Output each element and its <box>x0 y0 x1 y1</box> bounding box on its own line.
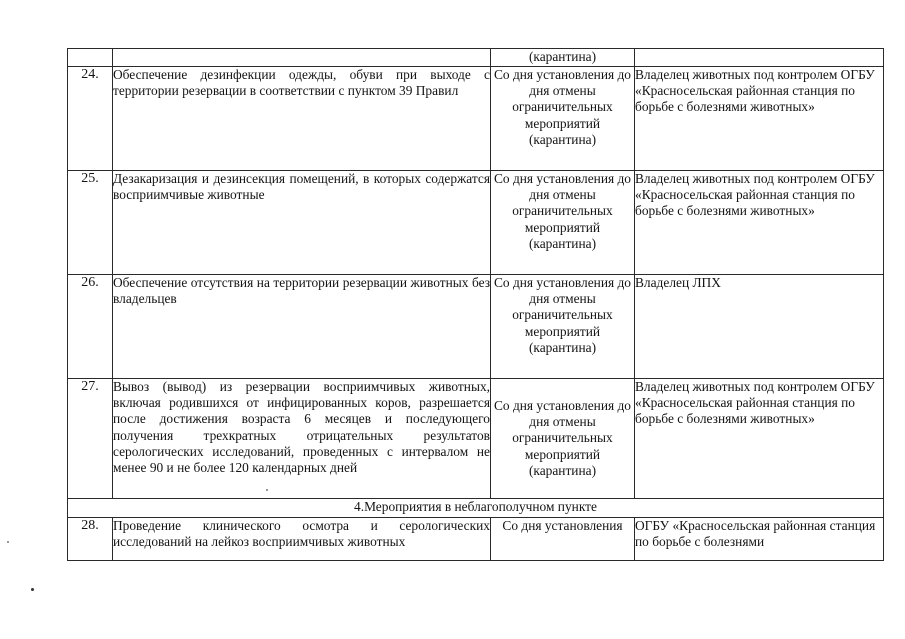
row-number-cell: 28. <box>68 518 113 561</box>
term-cell: Со дня установления до дня отмены ограничительных мероприятий (карантина) <box>491 67 635 171</box>
term-cell: (карантина) <box>491 49 635 67</box>
responsible-cell: Владелец ЛПХ <box>635 275 884 379</box>
scan-speck <box>31 588 34 591</box>
term-cell: Со дня установления до дня отмены ограничительных мероприятий (карантина) <box>491 171 635 275</box>
row-number-cell: 26. <box>68 275 113 379</box>
responsible-cell: Владелец животных под контролем ОГБУ «Красносельская районная станция по борьбе с болезнями животных» <box>635 379 884 499</box>
responsible-cell: ОГБУ «Красносельская районная станция по борьбе с болезнями <box>635 518 884 561</box>
section-row <box>68 499 884 518</box>
table-row <box>68 49 884 67</box>
section-heading: 4.Мероприятия в неблагополучном пункте <box>68 499 884 518</box>
table-row <box>68 379 884 499</box>
term-cell: Со дня установления до дня отмены ограничительных мероприятий (карантина) <box>491 275 635 379</box>
table-row <box>68 275 884 379</box>
scan-speck <box>266 489 268 491</box>
term-cell: Со дня установления до дня отмены ограничительных мероприятий (карантина) <box>491 379 635 499</box>
responsible-cell: Владелец животных под контролем ОГБУ «Красносельская районная станция по борьбе с болезнями животных» <box>635 67 884 171</box>
action-cell: Вывоз (вывод) из резервации восприимчивых животных, включая родившихся от инфицированных коров, разрешается после достижения возраста 6 месяцев и последующего получения трехкратных отрицательных результатов серологических исследований, проведенных с интервалом не менее 90 и не более 120 календарных дней <box>113 379 491 499</box>
scan-speck <box>7 541 9 543</box>
action-cell: Обеспечение дезинфекции одежды, обуви при выходе с территории резервации в соответствии с пунктом 39 Правил <box>113 67 491 171</box>
responsible-cell <box>635 49 884 67</box>
responsible-cell: Владелец животных под контролем ОГБУ «Красносельская районная станция по борьбе с болезнями животных» <box>635 171 884 275</box>
table-row <box>68 67 884 171</box>
action-cell <box>113 49 491 67</box>
row-number-cell <box>68 49 113 67</box>
row-number-cell: 25. <box>68 171 113 275</box>
action-cell: Дезакаризация и дезинсекция помещений, в которых содержатся восприимчивые животные <box>113 171 491 275</box>
measures-table <box>67 48 884 561</box>
term-cell: Со дня установления <box>491 518 635 561</box>
table-row <box>68 171 884 275</box>
row-number-cell: 24. <box>68 67 113 171</box>
action-cell: Обеспечение отсутствия на территории резервации животных без владельцев <box>113 275 491 379</box>
row-number-cell: 27. <box>68 379 113 499</box>
action-cell: Проведение клинического осмотра и серологических исследований на лейкоз восприимчивых животных <box>113 518 491 561</box>
table-row <box>68 518 884 561</box>
